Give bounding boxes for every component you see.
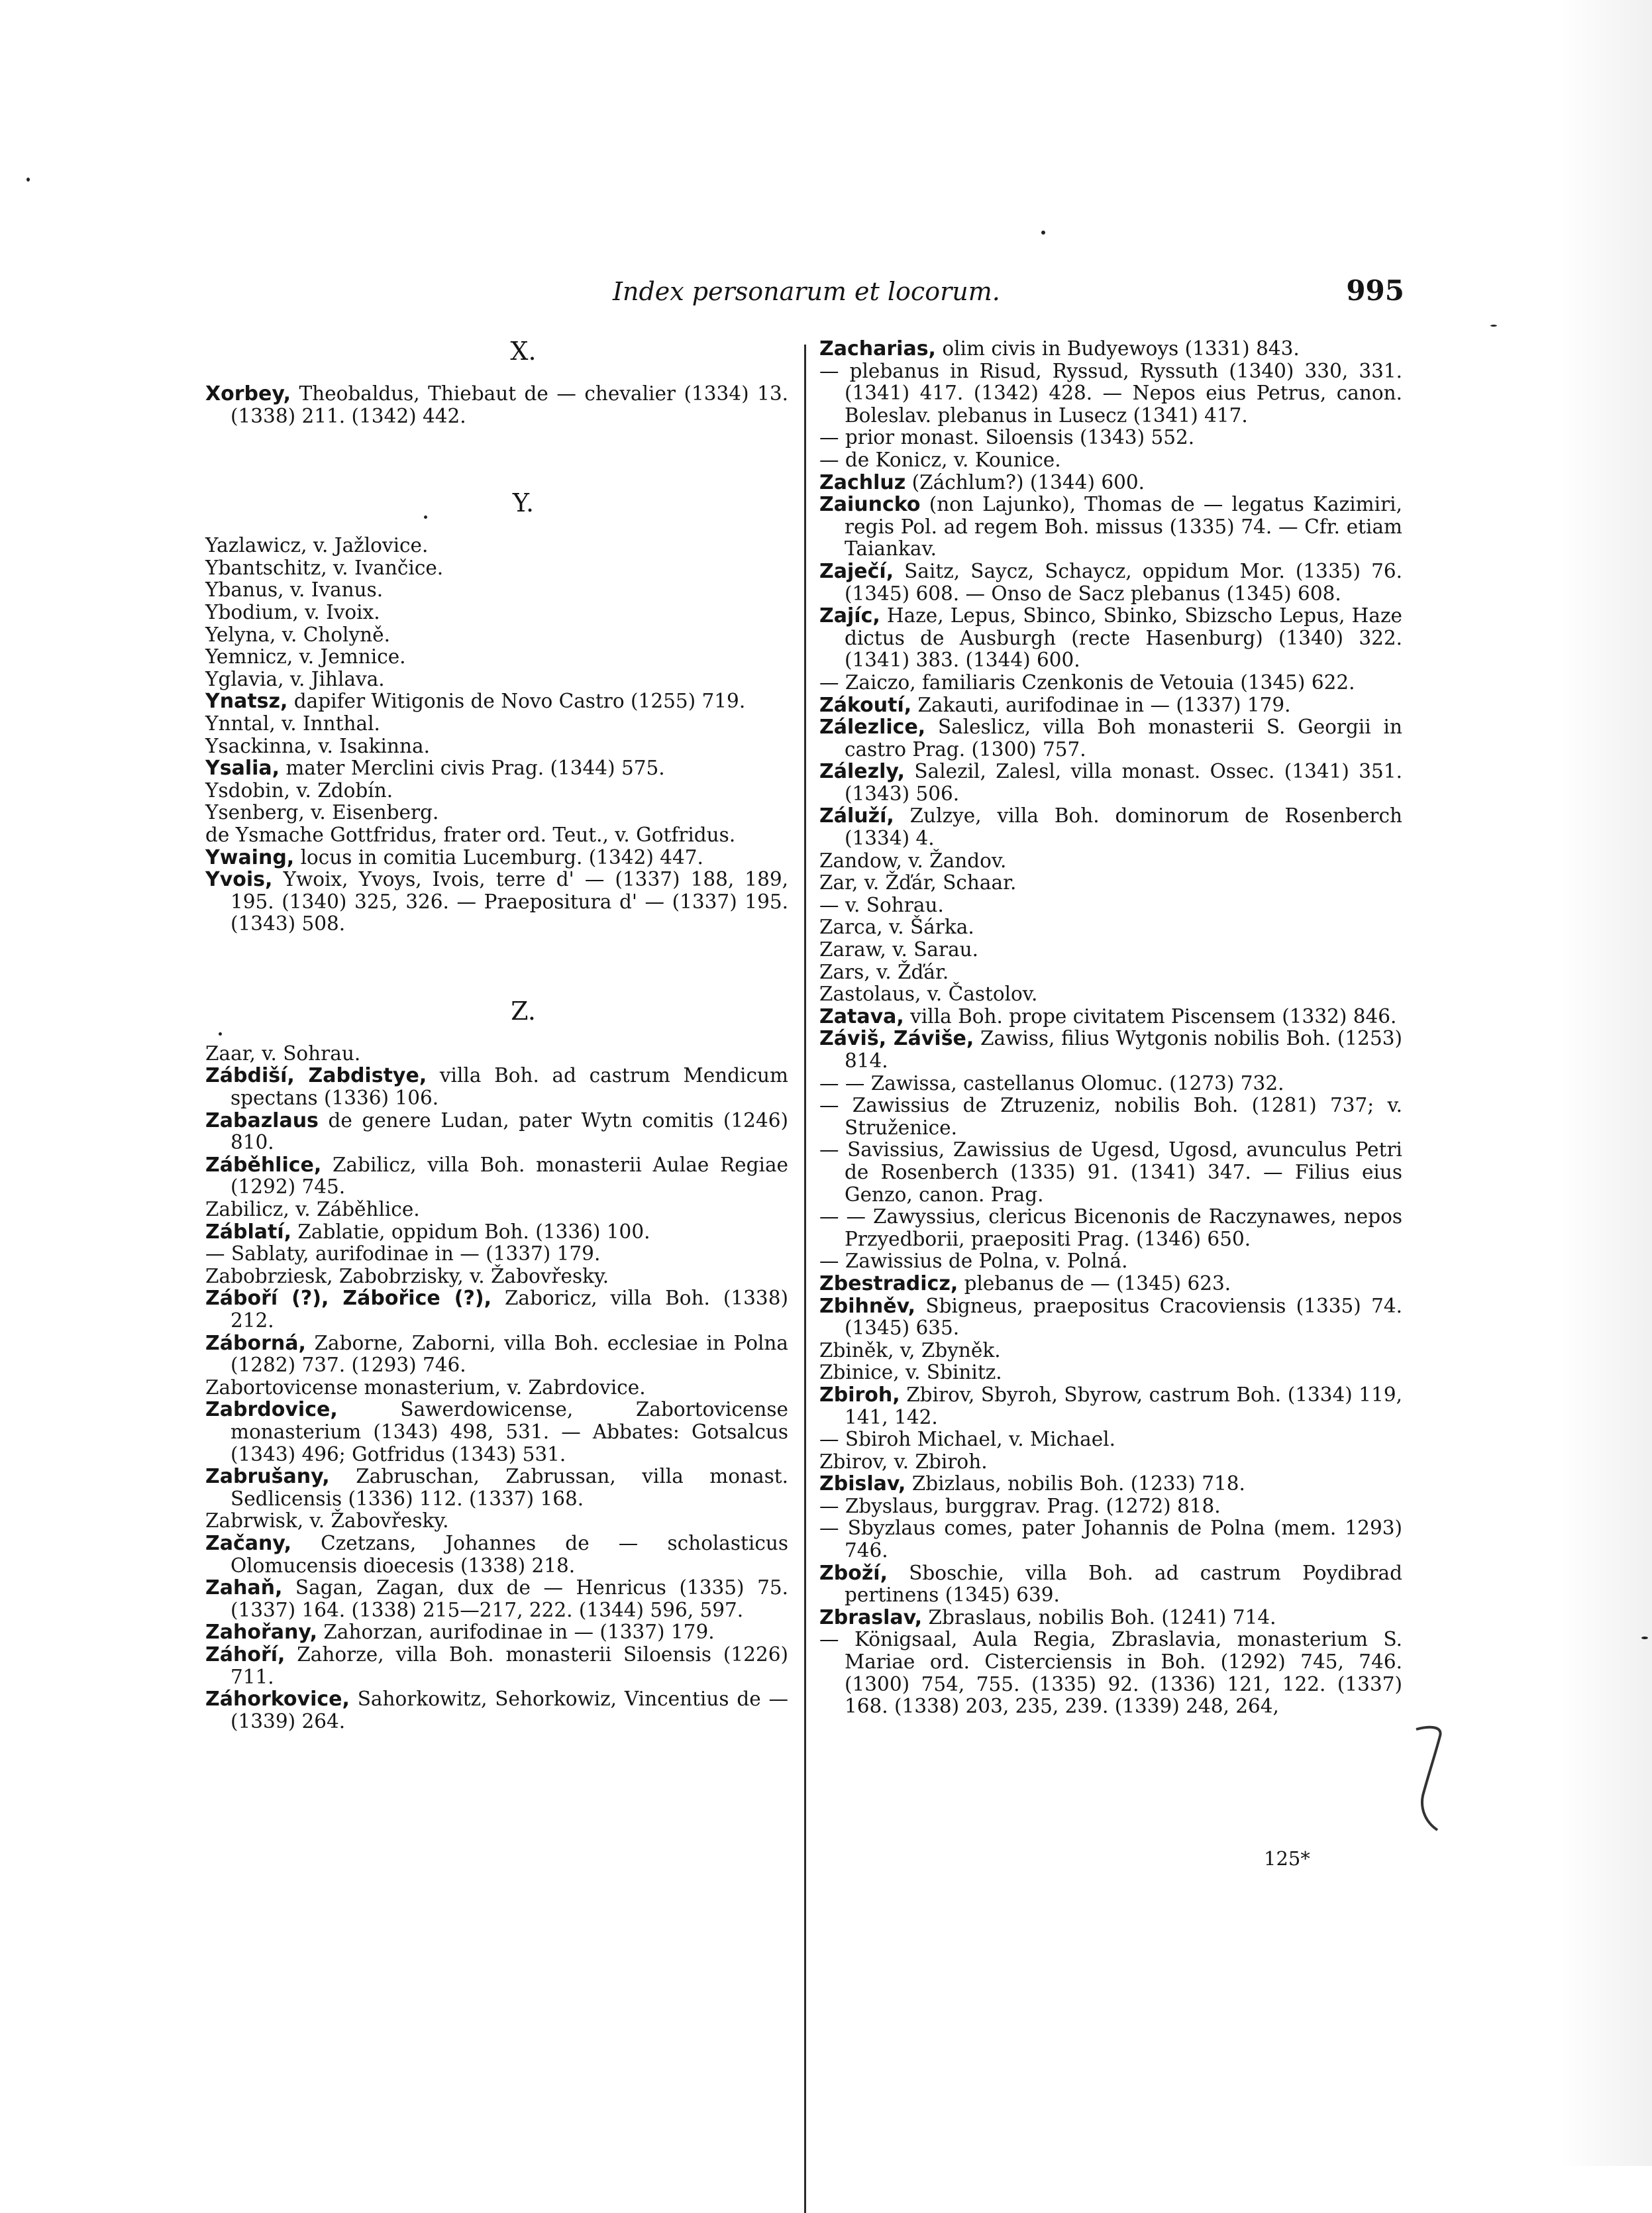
entry-text: — plebanus in Risud, Ryssud, Ryssuth (1340) 330, 331. (1341) 417. (1342) 428. — Nepos eius Petrus, canon. Boleslav. plebanus in Lusecz (1341) 417.	[819, 359, 1402, 427]
entry-text: Zahorze, villa Boh. monasterii Siloensis (1226) 711.	[231, 1643, 788, 1688]
entry-text: Zbirov, Sbyroh, Sbyrow, castrum Boh. (1334) 119, 141, 142.	[845, 1383, 1402, 1429]
entry-text: Ybantschitz, v. Ivančice.	[205, 556, 444, 579]
index-entry	[205, 757, 788, 780]
entry-text: — Zaiczo, familiaris Czenkonis de Vetouia (1345) 622.	[819, 671, 1355, 694]
index-entry	[205, 1510, 788, 1533]
entry-text: mater Merclini civis Prag. (1344) 575.	[285, 757, 665, 780]
index-entry	[205, 557, 788, 580]
entry-headword: Záhorkovice,	[205, 1688, 350, 1711]
entry-text: (non Lajunko), Thomas de — legatus Kazimiri, regis Pol. ad regem Boh. missus (1335) 74. — Cfr. etiam Taiankav.	[845, 493, 1402, 561]
index-entry	[819, 1384, 1402, 1429]
entry-text: villa Boh. ad castrum Mendicum spectans (1336) 106.	[231, 1064, 788, 1110]
right-column	[819, 338, 1402, 1718]
index-entry	[819, 1139, 1402, 1206]
entry-headword: Zahaň,	[205, 1576, 283, 1600]
index-entry	[819, 427, 1402, 449]
entry-text: Ywoix, Yvoys, Ivois, terre d' — (1337) 188, 189, 195. (1340) 325, 326. — Praepositura d' — (1337) 195. (1343) 508.	[231, 868, 788, 936]
index-entry	[819, 1495, 1402, 1518]
index-entry	[819, 1006, 1402, 1028]
index-entry	[205, 1577, 788, 1621]
index-entry	[819, 694, 1402, 717]
entry-text: Zar, v. Žďár, Schaar.	[819, 871, 1017, 894]
index-entry	[819, 805, 1402, 849]
entry-headword: Záluží,	[819, 804, 894, 828]
paper-speck	[424, 515, 427, 519]
entry-text: plebanus de — (1345) 623.	[964, 1271, 1231, 1295]
entry-headword: Zahořany,	[205, 1621, 317, 1645]
entry-text: (Záchlum?) (1344) 600.	[911, 470, 1145, 494]
entry-headword: Zaječí,	[819, 559, 894, 583]
index-entry	[205, 1621, 788, 1644]
index-entry	[205, 624, 788, 647]
index-entry	[205, 735, 788, 758]
index-entry	[205, 1533, 788, 1577]
entry-text: Zaboricz, villa Boh. (1338) 212.	[231, 1287, 788, 1332]
index-entry	[205, 1065, 788, 1109]
entry-headword: Zábdiší, Zabdistye,	[205, 1064, 427, 1088]
index-entry	[205, 1110, 788, 1154]
index-entry	[819, 983, 1402, 1006]
index-entry	[819, 1073, 1402, 1095]
entry-text: Zaar, v. Sohrau.	[205, 1042, 361, 1065]
entry-text: Zakauti, aurifodinae in — (1337) 179.	[917, 693, 1291, 716]
entry-text: dapifer Witigonis de Novo Castro (1255) 719.	[293, 690, 746, 713]
index-entry	[819, 1629, 1402, 1717]
entry-headword: Zálezly,	[819, 760, 905, 784]
entry-text: — Sablaty, aurifodinae in — (1337) 179.	[205, 1242, 601, 1266]
entry-text: Theobaldus, Thiebaut de — chevalier (1334) 13. (1338) 211. (1342) 442.	[231, 382, 788, 427]
index-entry	[205, 1644, 788, 1688]
entry-text: Salezil, Zalesl, villa monast. Ossec. (1341) 351. (1343) 506.	[845, 760, 1402, 805]
index-entry	[205, 602, 788, 624]
entry-text: — prior monast. Siloensis (1343) 552.	[819, 426, 1195, 449]
index-entry	[819, 449, 1402, 472]
entry-text: Zandow, v. Žandov.	[819, 849, 1007, 872]
entry-text: Ysackinna, v. Isakinna.	[205, 734, 430, 757]
index-entry	[205, 1043, 788, 1065]
entry-text: Zawiss, filius Wytgonis nobilis Boh. (1253) 814.	[845, 1027, 1402, 1072]
entry-text: Ybanus, v. Ivanus.	[205, 578, 384, 602]
entry-text: Zaraw, v. Sarau.	[819, 938, 979, 961]
index-entry	[205, 1243, 788, 1266]
index-entry	[819, 1273, 1402, 1295]
index-entry	[205, 579, 788, 602]
entry-text: — — Zawyssius, clericus Bicenonis de Raczynawes, nepos Przyedborii, praepositi Prag. (1346) 650.	[819, 1205, 1402, 1250]
entry-headword: Záviš, Záviše,	[819, 1027, 974, 1051]
index-entry	[819, 1517, 1402, 1562]
entry-headword: Zatava,	[819, 1004, 904, 1028]
entry-headword: Záborná,	[205, 1331, 306, 1355]
index-entry	[205, 1154, 788, 1199]
entry-text: — Sbyzlaus comes, pater Johannis de Polna (mem. 1293) 746.	[819, 1517, 1402, 1562]
entry-text: Ynntal, v. Innthal.	[205, 712, 380, 735]
entry-text: de genere Ludan, pater Wytn comitis (1246) 810.	[231, 1108, 788, 1154]
page-edge-shade	[1559, 0, 1652, 2166]
entry-text: Yazlawicz, v. Jažlovice.	[205, 534, 429, 557]
index-entry	[205, 824, 788, 847]
index-entry	[819, 1095, 1402, 1139]
section-letter-heading: X.	[510, 337, 537, 366]
index-entry	[819, 1250, 1402, 1273]
index-entry	[819, 672, 1402, 694]
entry-headword: Zbislav,	[819, 1472, 906, 1496]
entry-text: Zabilicz, villa Boh. monasterii Aulae Regiae (1292) 745.	[231, 1153, 788, 1199]
index-entry	[205, 1688, 788, 1733]
entry-text: Sahorkowitz, Sehorkowiz, Vincentius de — (1339) 264.	[231, 1688, 788, 1733]
entry-headword: Yvois,	[205, 868, 273, 892]
index-entry	[819, 916, 1402, 939]
paper-speck	[1041, 231, 1045, 235]
index-entry	[819, 872, 1402, 894]
entry-headword: Záhoří,	[205, 1643, 285, 1666]
running-title: Index personarum et locorum.	[613, 277, 1000, 306]
entry-headword: Ynatsz,	[205, 690, 288, 714]
index-entry	[819, 1340, 1402, 1362]
entry-text: — Savissius, Zawissius de Ugesd, Ugosd, avunculus Petri de Rosenberch (1335) 91. (1341) 347. — Filius eius Genzo, canon. Prag.	[819, 1138, 1402, 1206]
index-entry	[205, 669, 788, 691]
index-entry	[205, 1266, 788, 1288]
entry-text: Zars, v. Žďár.	[819, 960, 949, 983]
index-entry	[205, 780, 788, 802]
entry-text: — de Konicz, v. Kounice.	[819, 448, 1061, 471]
column-divider	[804, 345, 806, 2213]
index-entry	[205, 646, 788, 669]
entry-text: Zabortovicense monasterium, v. Zabrdovice.	[205, 1376, 646, 1399]
index-entry	[819, 850, 1402, 873]
index-entry	[819, 761, 1402, 805]
index-entry	[819, 1295, 1402, 1340]
entry-text: Yelyna, v. Cholyně.	[205, 623, 390, 646]
index-entry	[205, 535, 788, 557]
paper-speck	[1641, 1637, 1648, 1639]
entry-text: Sboschie, villa Boh. ad castrum Poydibrad pertinens (1345) 639.	[845, 1561, 1402, 1607]
entry-headword: Zajíc,	[819, 604, 880, 628]
index-entry	[205, 383, 788, 427]
index-entry	[205, 1399, 788, 1466]
entry-text: Zarca, v. Šárka.	[819, 916, 974, 939]
paper-speck	[1490, 325, 1497, 327]
entry-text: Haze, Lepus, Sbinco, Sbinko, Sbizscho Lepus, Haze dictus de Ausburgh (recte Hasenburg) (1340) 322. (1341) 383. (1344) 600.	[845, 604, 1402, 672]
index-entry	[205, 1199, 788, 1221]
index-entry	[819, 961, 1402, 984]
entry-text: Zastolaus, v. Častolov.	[819, 983, 1038, 1006]
entry-text: Sbigneus, praepositus Cracoviensis (1335) 74. (1345) 635.	[845, 1294, 1402, 1340]
entry-text: Zulzye, villa Boh. dominorum de Rosenberch (1334) 4.	[845, 804, 1402, 850]
index-entry	[205, 869, 788, 936]
index-entry	[205, 802, 788, 824]
entry-headword: Ywaing,	[205, 845, 295, 869]
entry-text: — Zawissius de Polna, v. Polná.	[819, 1250, 1128, 1273]
index-entry	[205, 713, 788, 735]
entry-headword: Zabrušany,	[205, 1465, 330, 1489]
entry-text: Zaborne, Zaborni, villa Boh. ecclesiae in Polna (1282) 737. (1293) 746.	[231, 1331, 788, 1377]
entry-text: — v. Sohrau.	[819, 893, 944, 916]
paper-speck	[219, 1032, 222, 1036]
index-entry	[819, 1028, 1402, 1072]
entry-text: Zbinice, v. Sbinitz.	[819, 1361, 1002, 1384]
entry-text: Zabilicz, v. Záběhlice.	[205, 1198, 420, 1221]
entry-text: Zabobrziesk, Zabobrzisky, v. Žabovřesky.	[205, 1264, 609, 1287]
entry-text: Zabrwisk, v. Žabovřesky.	[205, 1509, 449, 1533]
entry-text: de Ysmache Gottfridus, frater ord. Teut., v. Gotfridus.	[205, 823, 736, 846]
entry-headword: Záboří (?), Zábořice (?),	[205, 1287, 491, 1311]
index-entry	[819, 1362, 1402, 1384]
index-entry	[205, 1287, 788, 1332]
index-entry	[205, 1332, 788, 1377]
entry-headword: Ysalia,	[205, 757, 280, 781]
index-entry	[819, 939, 1402, 961]
entry-text: locus in comitia Lucemburg. (1342) 447.	[300, 845, 703, 869]
page-number: 995	[1346, 274, 1404, 307]
entry-headword: Záběhlice,	[205, 1153, 322, 1177]
entry-text: — Zbyslaus, burggrav. Prag. (1272) 818.	[819, 1494, 1221, 1517]
entry-text: Czetzans, Johannes de — scholasticus Olomucensis dioecesis (1338) 218.	[231, 1531, 788, 1577]
index-entry	[205, 847, 788, 869]
entry-headword: Záblatí,	[205, 1220, 292, 1244]
entry-headword: Zachluz	[819, 470, 906, 494]
entry-headword: Zacharias,	[819, 337, 936, 360]
entry-text: Zabruschan, Zabrussan, villa monast. Sedlicensis (1336) 112. (1337) 168.	[231, 1465, 788, 1510]
entry-headword: Xorbey,	[205, 382, 291, 405]
entry-headword: Zabrdovice,	[205, 1398, 338, 1422]
entry-text: — — Zawissa, castellanus Olomuc. (1273) 732.	[819, 1071, 1284, 1095]
index-entry	[819, 561, 1402, 605]
index-entry	[205, 690, 788, 713]
section-letter-heading: Y.	[512, 488, 535, 518]
index-entry	[819, 1562, 1402, 1607]
entry-headword: Zákoutí,	[819, 693, 912, 717]
printer-signature: 125*	[1264, 1847, 1310, 1870]
index-entry	[819, 605, 1402, 672]
entry-headword: Zbestradicz,	[819, 1271, 958, 1295]
entry-text: Zbraslaus, nobilis Boh. (1241) 714.	[928, 1605, 1276, 1629]
index-entry	[205, 1377, 788, 1399]
entry-text: Zablatie, oppidum Boh. (1336) 100.	[297, 1220, 650, 1243]
entry-headword: Zaiuncko	[819, 493, 921, 517]
entry-text: Zbirov, v. Zbiroh.	[819, 1450, 988, 1473]
entry-text: Ybodium, v. Ivoix.	[205, 600, 380, 623]
left-column	[205, 338, 788, 1733]
index-entry	[819, 1451, 1402, 1474]
entry-text: Zbiněk, v, Zbyněk.	[819, 1338, 1001, 1362]
entry-text: Zbizlaus, nobilis Boh. (1233) 718.	[911, 1472, 1245, 1495]
entry-text: Saleslicz, villa Boh monasterii S. Georgii in castro Prag. (1300) 757.	[845, 716, 1402, 761]
entry-text: Saitz, Saycz, Schaycz, oppidum Mor. (1335) 76. (1345) 608. — Onso de Sacz plebanus (1345) 608.	[845, 559, 1402, 605]
entry-headword: Zbiroh,	[819, 1383, 900, 1407]
pencil-bracket-mark	[1411, 1723, 1451, 1835]
entry-headword: Zbraslav,	[819, 1605, 923, 1629]
entry-text: — Sbiroh Michael, v. Michael.	[819, 1428, 1115, 1451]
entry-headword: Zálezlice,	[819, 716, 926, 739]
entry-text: Zahorzan, aurifodinae in — (1337) 179.	[323, 1621, 715, 1644]
entry-text: Yemnicz, v. Jemnice.	[205, 645, 406, 669]
index-entry	[819, 716, 1402, 761]
section-letter-heading: Z.	[511, 996, 536, 1026]
entry-headword: Zabazlaus	[205, 1108, 319, 1132]
index-entry	[819, 894, 1402, 917]
entry-text: villa Boh. prope civitatem Piscensem (1332) 846.	[910, 1004, 1397, 1028]
index-entry	[205, 1221, 788, 1244]
entry-text: Ysenberg, v. Eisenberg.	[205, 801, 439, 824]
entry-text: — Königsaal, Aula Regia, Zbraslavia, monasterium S. Mariae ord. Cisterciensis in Boh. (1292) 745, 746. (1300) 754, 755. (1335) 92. (1336) 121, 122. (1337) 168. (1338) 203, 235, 239. (1339) 248, 264,	[819, 1628, 1402, 1718]
entry-text: Sawerdowicense, Zabortovicense monasterium (1343) 498, 531. — Abbates: Gotsalcus (1343) 496; Gotfridus (1343) 531.	[231, 1398, 788, 1466]
index-entry	[819, 1473, 1402, 1495]
index-entry	[819, 1429, 1402, 1451]
entry-headword: Zboží,	[819, 1561, 888, 1585]
page-header	[199, 274, 1404, 317]
index-entry	[819, 360, 1402, 427]
entry-text: Yglavia, v. Jihlava.	[205, 667, 385, 690]
entry-text: olim civis in Budyewoys (1331) 843.	[942, 337, 1300, 360]
index-entry	[819, 338, 1402, 360]
entry-text: Ysdobin, v. Zdobín.	[205, 779, 393, 802]
index-entry	[819, 1607, 1402, 1629]
entry-headword: Zbihněv,	[819, 1294, 916, 1318]
entry-text: — Zawissius de Ztruzeniz, nobilis Boh. (1281) 737; v. Struženice.	[819, 1094, 1402, 1139]
index-entry	[205, 1466, 788, 1510]
paper-speck	[26, 178, 30, 182]
entry-text: Sagan, Zagan, dux de — Henricus (1335) 75. (1337) 164. (1338) 215—217, 222. (1344) 596, 597.	[231, 1576, 788, 1621]
index-entry	[819, 1206, 1402, 1250]
index-entry	[819, 494, 1402, 561]
index-entry	[819, 472, 1402, 494]
entry-headword: Začany,	[205, 1531, 292, 1555]
